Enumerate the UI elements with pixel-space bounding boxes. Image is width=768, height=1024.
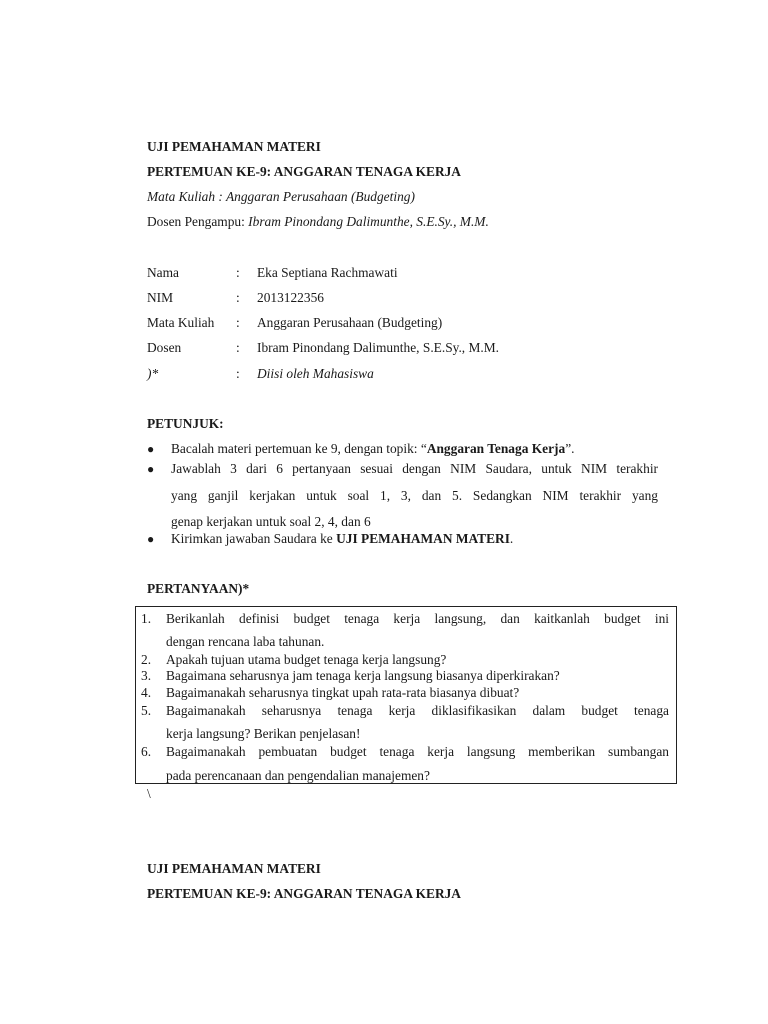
instruction-text: Kirimkan jawaban Saudara ke [171,531,337,546]
info-label-name: Nama [147,265,179,280]
instruction-target: UJI PEMAHAMAN MATERI [336,531,510,546]
question-4: Bagaimanakah seharusnya tingkat upah rata-rata biasanya dibuat? [166,685,520,700]
lecturer-line [147,214,489,230]
question-3: Bagaimana seharusnya jam tenaga kerja langsung biasanya diperkirakan? [166,668,560,683]
question-6-line-2: pada perencanaan dan pengendalian manajemen? [166,768,430,783]
question-number: 5. [141,703,152,718]
meeting-title-repeat: PERTEMUAN KE-9: ANGGARAN TENAGA KERJA [147,886,461,901]
questions-heading: PERTANYAAN)* [147,581,250,596]
instruction-item-2-line-1: Jawablah 3 dari 6 pertanyaan sesuai dengan NIM Saudara, untuk NIM terakhir [171,461,658,476]
info-value-course: Anggaran Perusahaan (Budgeting) [257,315,443,330]
question-2: Apakah tujuan utama budget tenaga kerja langsung? [166,652,447,667]
instruction-text: ”. [565,441,575,456]
instruction-item-1 [171,441,575,457]
instruction-item-2-line-2: yang ganjil kerjakan untuk soal 1, 3, dan 5. Sedangkan NIM terakhir yang [171,488,658,503]
question-number: 2. [141,652,152,667]
info-label-course: Mata Kuliah [147,315,215,330]
instructions-heading: PETUNJUK: [147,416,224,431]
document-title-repeat: UJI PEMAHAMAN MATERI [147,861,321,876]
instruction-text: Bacalah materi pertemuan ke 9, dengan topik: “ [171,441,427,456]
bullet-icon: ● [147,442,155,456]
question-5-line-2: kerja langsung? Berikan penjelasan! [166,726,361,741]
info-value-note: Diisi oleh Mahasiswa [257,366,374,381]
instruction-item-3 [171,531,513,547]
question-number: 4. [141,685,152,700]
info-label-note: )* [147,366,159,381]
instruction-text: . [509,531,514,546]
question-5-line-1: Bagaimanakah seharusnya tenaga kerja diklasifikasikan dalam budget tenaga [166,703,669,718]
question-number: 6. [141,744,152,759]
info-colon: : [236,315,240,330]
info-colon: : [236,290,240,305]
question-number: 3. [141,668,152,683]
course-line: Mata Kuliah : Anggaran Perusahaan (Budgeting) [147,189,415,204]
info-value-nim: 2013122356 [257,290,324,305]
question-number: 1. [141,611,152,626]
stray-backslash: \ [147,786,151,801]
info-colon: : [236,366,240,381]
document-title: UJI PEMAHAMAN MATERI [147,139,321,154]
lecturer-name: Ibram Pinondang Dalimunthe, S.E.Sy., M.M. [248,214,489,229]
instruction-item-2-line-3: genap kerjakan untuk soal 2, 4, dan 6 [171,514,371,529]
meeting-title: PERTEMUAN KE-9: ANGGARAN TENAGA KERJA [147,164,461,179]
info-value-lecturer: Ibram Pinondang Dalimunthe, S.E.Sy., M.M. [257,340,500,355]
info-colon: : [236,265,240,280]
instruction-topic: Anggaran Tenaga Kerja [426,441,566,456]
lecturer-prefix: Dosen Pengampu: [147,214,249,229]
info-value-name: Eka Septiana Rachmawati [257,265,398,280]
question-6-line-1: Bagaimanakah pembuatan budget tenaga kerja langsung memberikan sumbangan [166,744,669,759]
info-label-lecturer: Dosen [147,340,182,355]
question-1-line-2: dengan rencana laba tahunan. [166,634,325,649]
info-colon: : [236,340,240,355]
question-1-line-1: Berikanlah definisi budget tenaga kerja langsung, dan kaitkanlah budget ini [166,611,669,626]
bullet-icon: ● [147,462,155,476]
bullet-icon: ● [147,532,155,546]
info-label-nim: NIM [147,290,174,305]
